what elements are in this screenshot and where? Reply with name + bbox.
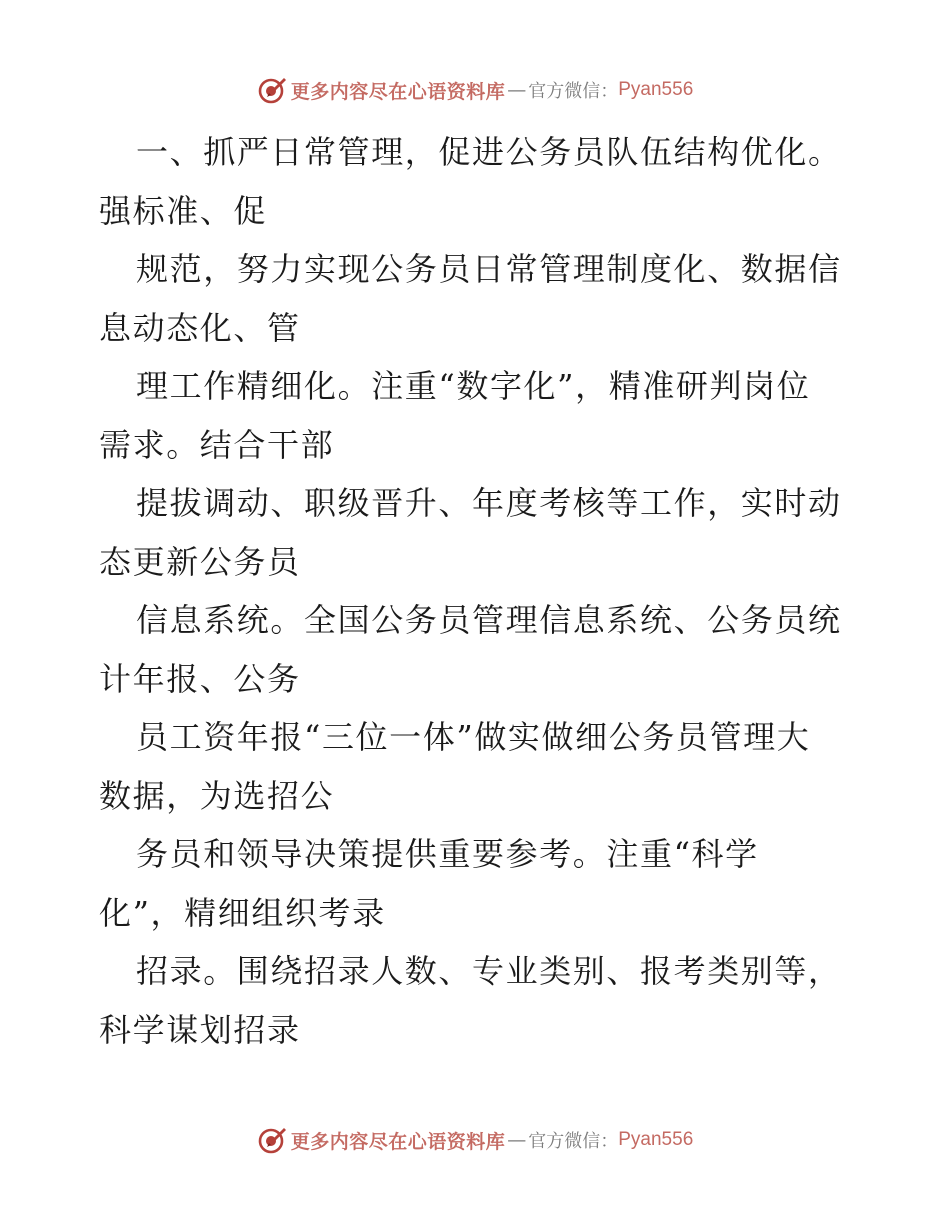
- watermark-brand-text: 更多内容尽在心语资料库: [290, 80, 506, 103]
- body-text-line: 员工资年报“三位一体”做实做细公务员管理大: [136, 718, 811, 756]
- watermark-contact-id: Pyan556: [618, 1129, 694, 1150]
- body-text-line: 规范，努力实现公务员日常管理制度化、数据信: [136, 250, 842, 288]
- body-text-line: 化”，精细组织考录: [99, 893, 386, 932]
- header-watermark: [0, 70, 950, 110]
- pen-circle-logo-icon: [257, 75, 287, 105]
- watermark-contact-id: Pyan556: [618, 79, 694, 100]
- body-text-line: 招录。围绕招录人数、专业类别、报考类别等，: [136, 952, 842, 990]
- watermark-brand-text: 更多内容尽在心语资料库: [290, 1130, 506, 1153]
- body-text-line: 科学谋划招录: [99, 1010, 301, 1049]
- watermark-dash: —: [507, 79, 527, 101]
- body-text-line: 态更新公务员: [99, 542, 301, 581]
- body-text-line: 强标准、促: [99, 191, 268, 230]
- body-text-line: 一、抓严日常管理，促进公务员队伍结构优化。: [136, 133, 842, 171]
- body-text-line: 务员和领导决策提供重要参考。注重“科学: [136, 835, 759, 873]
- document-body: [99, 123, 859, 1059]
- watermark-dash: —: [507, 1129, 527, 1151]
- body-text-line: 息动态化、管: [99, 308, 301, 347]
- body-text-line: 数据，为选招公: [99, 776, 335, 815]
- pen-circle-logo-icon: [257, 1125, 287, 1155]
- body-text-line: 理工作精细化。注重“数字化”，精准研判岗位: [136, 367, 811, 405]
- watermark-contact-label: 官方微信：: [528, 1131, 619, 1152]
- body-text-line: 计年报、公务: [99, 659, 301, 698]
- body-text-line: 信息系统。全国公务员管理信息系统、公务员统: [136, 601, 842, 639]
- watermark-contact-label: 官方微信：: [528, 81, 619, 102]
- body-text-line: 需求。结合干部: [99, 425, 335, 464]
- body-text-line: 提拔调动、职级晋升、年度考核等工作，实时动: [136, 484, 842, 522]
- footer-watermark: [0, 1120, 950, 1160]
